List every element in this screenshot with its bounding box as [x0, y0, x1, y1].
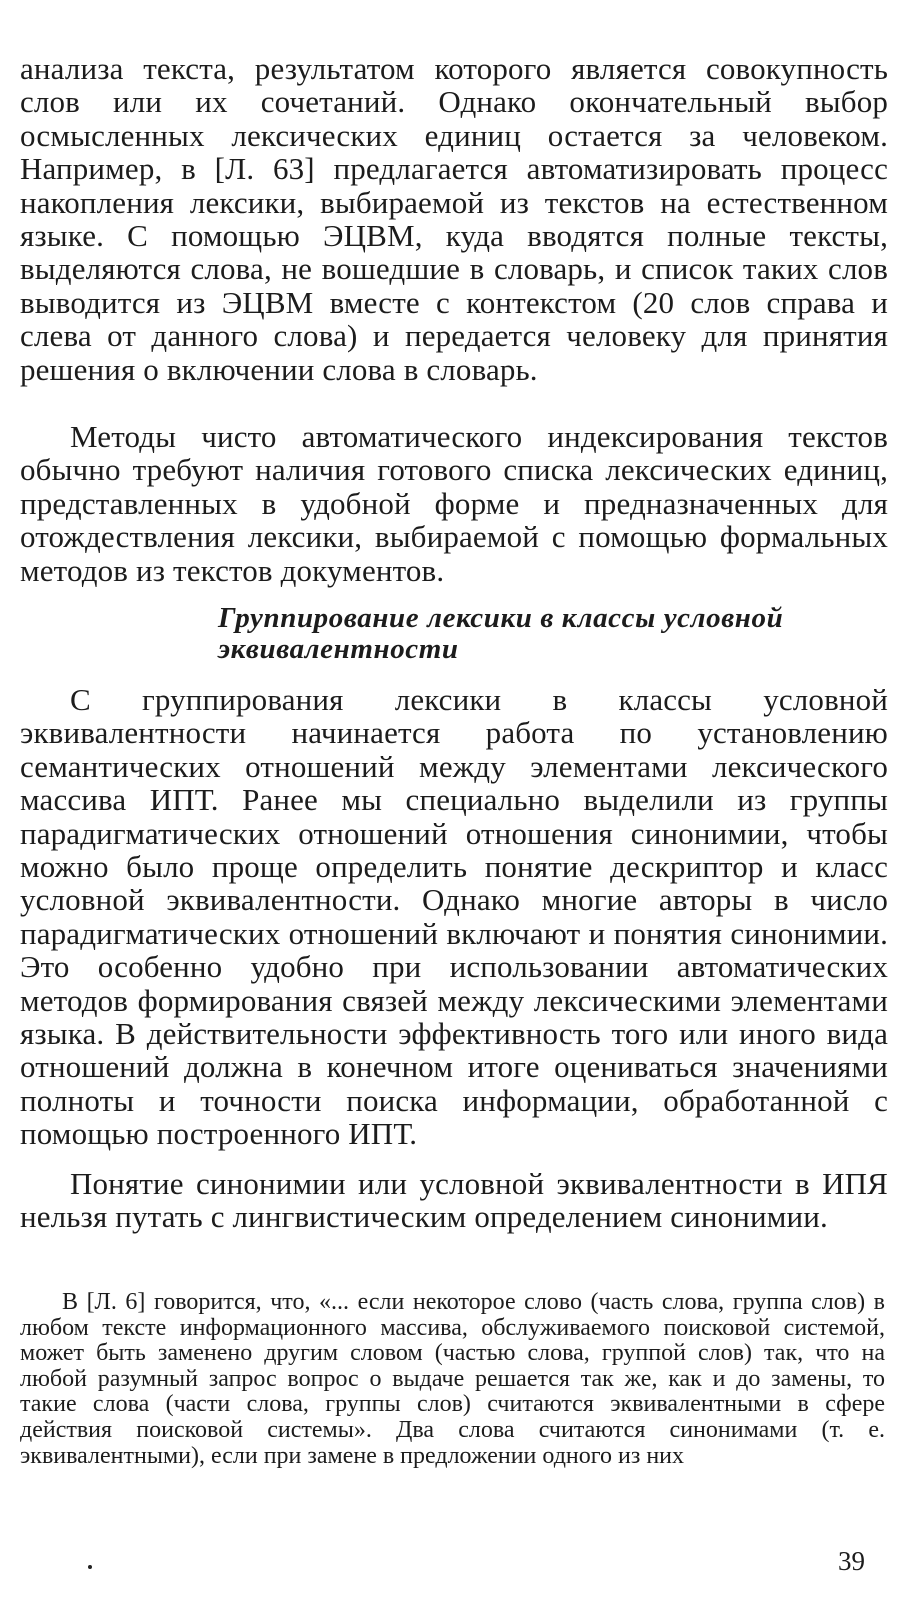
body-paragraph: Понятие синонимии или условной эквивалентности в ИПЯ нельзя путать с лингвистическим определением синонимии.	[20, 1166, 888, 1235]
footnote: В [Л. 6] говорится, что, «... если некоторое слово (часть слова, группа слов) в любом тексте информационного массива, обслуживаемого поисковой системой, может быть заменено другим словом (частью слова, группой слов) так, что на любой разумный запрос вопрос о выдаче решается так же, как и до замены, то такие слова (части слова, группы слов) считаются эквивалентными в сфере действия поисковой системы». Два слова считаются синонимами (т. е. эквивалентными), если при замене в предложении одного из них	[20, 1289, 885, 1469]
page-number: 39	[838, 1546, 865, 1576]
section-heading	[218, 603, 898, 665]
body-paragraph: анализа текста, результатом которого является совокупность слов или их сочетаний. Однако окончательный выбор осмысленных лексических единиц остается за человеком. Например, в [Л. 63] предлагается автоматизировать процесс накопления лексики, выбираемой из текстов на естественном языке. С помощью ЭЦВМ, куда вводятся полные тексты, выделяются слова, не вошедшие в словарь, и список таких слов выводится из ЭЦВМ вместе с контекстом (20 слов справа и слева от данного слова) и передается человеку для принятия решения о включении слова в словарь.	[20, 51, 888, 387]
section-heading-line: эквивалентности	[218, 633, 459, 665]
print-speck	[88, 1565, 92, 1569]
body-paragraph: С группирования лексики в классы условной эквивалентности начинается работа по установлению семантических отношений между элементами лексического массива ИПТ. Ранее мы специально выделили из группы парадигматических отношений отношения синонимии, чтобы можно было проще определить понятие дескриптор и класс условной эквивалентности. Однако многие авторы в число парадигматических отношений включают и понятия синонимии. Это особенно удобно при использовании автоматических методов формирования связей между лексическими элементами языка. В действительности эффективность того или иного вида отношений должна в конечном итоге оцениваться значениями полноты и точности поиска информации, обработанной с помощью построенного ИПТ.	[20, 682, 888, 1152]
section-heading-line: Группирование лексики в классы условной	[218, 602, 784, 634]
body-paragraph: Методы чисто автоматического индексирования текстов обычно требуют наличия готового списка лексических единиц, представленных в удобной форме и предназначенных для отождествления лексики, выбираемой с помощью формальных методов из текстов документов.	[20, 419, 888, 588]
